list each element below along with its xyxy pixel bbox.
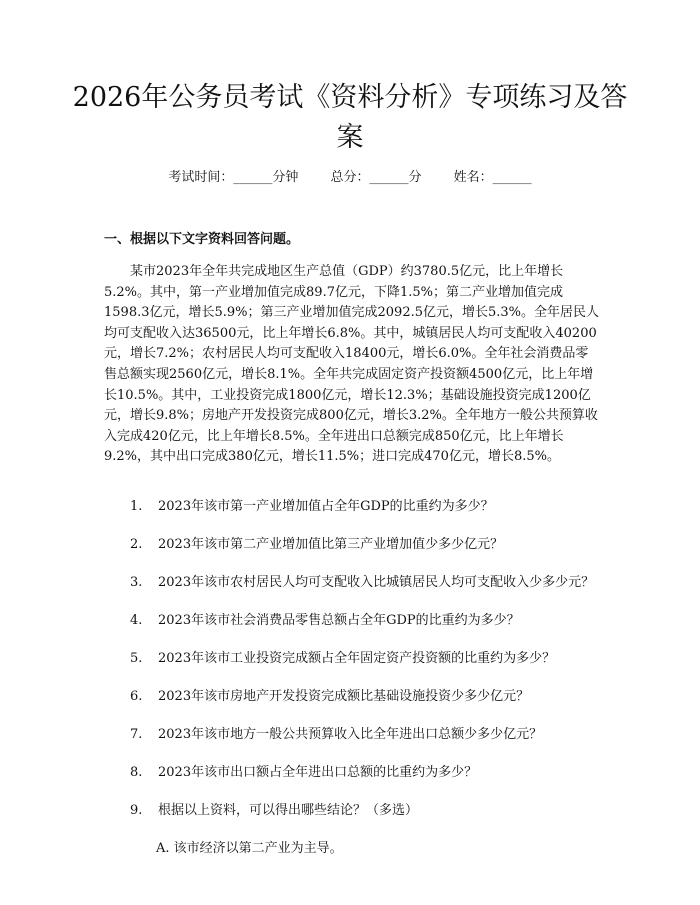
question-number: 8. [130,765,143,780]
question-text: 2023年该市第一产业增加值占全年GDP的比重约为多少？ [158,499,494,514]
question-text: 根据以上资料，可以得出哪些结论？（多选） [158,803,419,818]
question-number: 9. [130,803,143,818]
question-text: 2023年该市第二产业增加值比第三产业增加值少多少亿元？ [158,537,504,552]
question-number: 6. [130,689,143,704]
question-number: 1. [130,499,143,514]
question-item [104,497,600,517]
question-item [104,649,600,669]
question-text: 2023年该市房地产开发投资完成额比基础设施投资少多少亿元？ [158,689,530,704]
answer-option: A. 该市经济以第二产业为主导。 [156,841,343,856]
question-item [104,687,600,707]
exam-meta-line [0,168,700,188]
question-item [104,725,600,745]
question-text: 2023年该市社会消费品零售总额占全年GDP的比重约为多少？ [158,613,520,628]
total-score-field: 总分：______分 [330,170,422,185]
section-heading: 一、根据以下文字资料回答问题。 [104,232,300,247]
question-text: 2023年该市农村居民人均可支配收入比城镇居民人均可支配收入少多少元？ [158,575,595,590]
exam-time-field: 考试时间：______分钟 [168,170,299,185]
question-text: 2023年该市出口额占全年进出口总额的比重约为多少？ [158,765,478,780]
question-item [104,611,600,631]
question-item [104,535,600,555]
question-list [104,497,600,859]
question-number: 5. [130,651,143,666]
question-text: 2023年该市地方一般公共预算收入比全年进出口总额少多少亿元？ [158,727,543,742]
question-number: 4. [130,613,143,628]
name-field: 姓名：______ [453,170,532,185]
question-number: 3. [130,575,143,590]
data-passage: 某市2023年全年共完成地区生产总值（GDP）约3780.5亿元，比上年增长5.2%。其中，第一产业增加值完成89.7亿元，下降1.5%；第二产业增加值完成1598.3亿元，增长5.9%；第三产业增加值完成2092.5亿元，增长5.3%。全年居民人均可支配收入达36500元，比上年增长6.8%。其中，城镇居民人均可支配收入40200元，增长7.2%；农村居民人均可支配收入18400元，增长6.0%。全年社会消费品零售总额实现2560亿元，增长8.1%。全年共完成固定资产投资额4500亿元，比上年增长10.5%。其中，工业投资完成1800亿元，增长12.3%；基础设施投资完成1200亿元，增长9.8%；房地产开发投资完成800亿元，增长3.2%。全年地方一般公共预算收入完成420亿元，比上年增长8.5%。全年进出口总额完成850亿元，比上年增长9.2%，其中出口完成380亿元，增长11.5%；进口完成470亿元，增长8.5%。 [104,264,600,465]
question-item [104,763,600,783]
question-item [104,573,600,593]
question-number: 2. [130,537,143,552]
question-item [104,801,600,821]
question-number: 7. [130,727,143,742]
question-text: 2023年该市工业投资完成额占全年固定资产投资额的比重约为多少？ [158,651,556,666]
page-title: 2026年公务员考试《资料分析》专项练习及答案 [72,82,628,153]
